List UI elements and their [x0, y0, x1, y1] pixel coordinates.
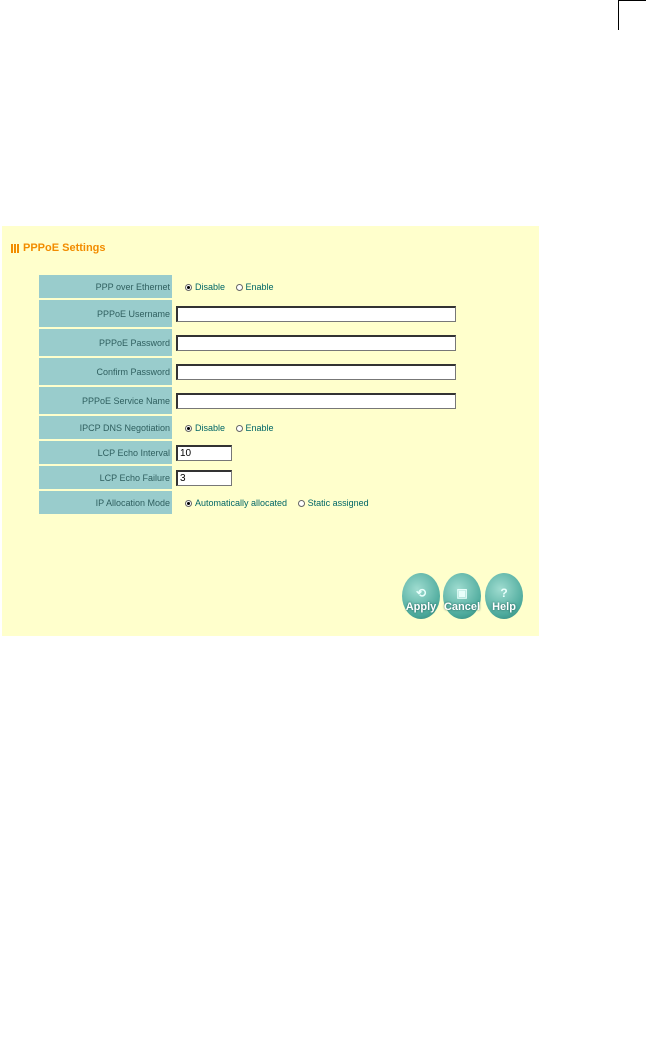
label-ip-allocation: IP Allocation Mode [39, 490, 173, 515]
row-lcp-echo-failure [39, 465, 467, 490]
password-cell [173, 328, 467, 357]
row-lcp-echo-interval [39, 440, 467, 465]
row-ip-allocation [39, 490, 467, 515]
question-icon: ? [500, 586, 508, 600]
ipcp-enable-label[interactable]: Enable [245, 422, 274, 433]
label-service-name: PPPoE Service Name [39, 386, 173, 415]
panel-title-text: PPPoE Settings [23, 242, 106, 254]
ip-auto-radio[interactable] [185, 500, 192, 507]
ppp-disable-label[interactable]: Disable [195, 281, 226, 292]
trash-icon: ▣ [456, 586, 468, 600]
pppoe-settings-panel [2, 226, 539, 636]
ppp-enable-label[interactable]: Enable [245, 281, 274, 292]
row-service-name [39, 386, 467, 415]
username-input[interactable] [176, 306, 456, 322]
label-confirm-password: Confirm Password [39, 357, 173, 386]
label-username: PPPoE Username [39, 299, 173, 328]
settings-table [39, 275, 467, 516]
apply-icon: ⟲ [415, 586, 427, 600]
confirm-password-input[interactable] [176, 364, 456, 380]
ip-static-radio[interactable] [298, 500, 305, 507]
ip-allocation-options [173, 490, 467, 515]
cancel-label: Cancel [443, 601, 481, 613]
lcp-echo-interval-input[interactable] [176, 445, 232, 461]
panel-title [11, 242, 106, 254]
lcp-echo-failure-cell [173, 465, 467, 490]
page-corner-mark [618, 0, 646, 30]
label-ppp-over-ethernet: PPP over Ethernet [39, 275, 173, 299]
help-label: Help [492, 601, 516, 613]
row-password [39, 328, 467, 357]
cancel-button[interactable] [443, 573, 481, 619]
label-password: PPPoE Password [39, 328, 173, 357]
service-name-input[interactable] [176, 393, 456, 409]
lcp-echo-interval-cell [173, 440, 467, 465]
row-ipcp-dns [39, 415, 467, 440]
help-button[interactable] [485, 573, 523, 619]
row-username [39, 299, 467, 328]
confirm-password-cell [173, 357, 467, 386]
ipcp-enable-radio[interactable] [236, 425, 243, 432]
ipcp-dns-options [173, 415, 467, 440]
username-cell [173, 299, 467, 328]
ip-static-label[interactable]: Static assigned [307, 497, 369, 508]
label-ipcp-dns: IPCP DNS Negotiation [39, 415, 173, 440]
row-confirm-password [39, 357, 467, 386]
password-input[interactable] [176, 335, 456, 351]
ppp-enable-radio[interactable] [236, 284, 243, 291]
ppp-over-ethernet-options [173, 275, 467, 299]
bars-icon [11, 244, 19, 253]
label-lcp-echo-failure: LCP Echo Failure [39, 465, 173, 490]
lcp-echo-failure-input[interactable] [176, 470, 232, 486]
ipcp-disable-label[interactable]: Disable [195, 422, 226, 433]
ip-auto-label[interactable]: Automatically allocated [195, 497, 288, 508]
apply-label: Apply [405, 601, 437, 613]
label-lcp-echo-interval: LCP Echo Interval [39, 440, 173, 465]
ipcp-disable-radio[interactable] [185, 425, 192, 432]
ppp-disable-radio[interactable] [185, 284, 192, 291]
row-ppp-over-ethernet [39, 275, 467, 299]
service-name-cell [173, 386, 467, 415]
apply-button[interactable] [402, 573, 440, 619]
